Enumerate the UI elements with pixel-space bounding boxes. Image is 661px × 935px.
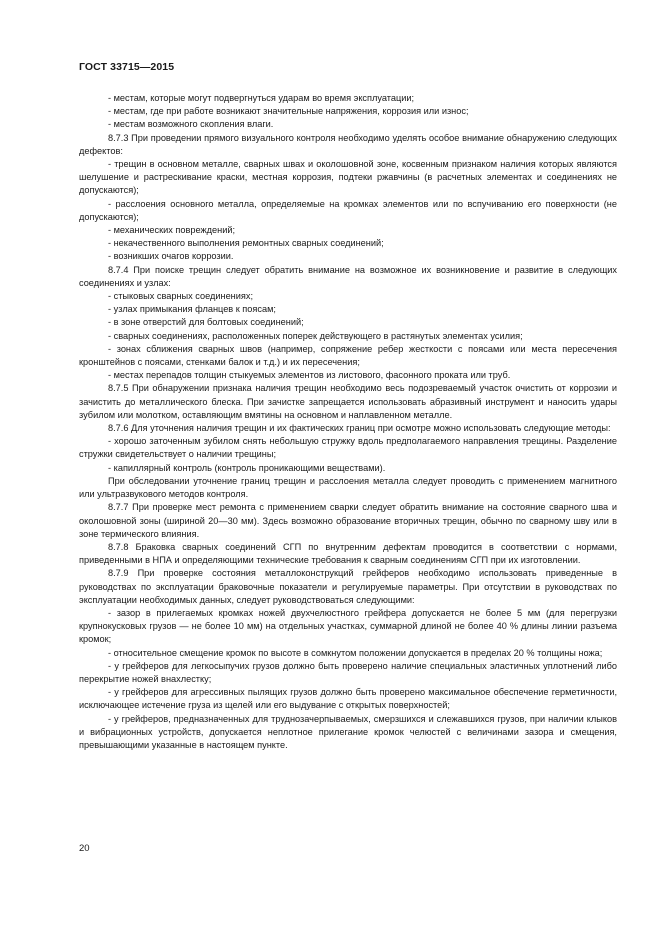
document-body	[79, 92, 617, 752]
body-paragraph: - местам, которые могут подвергнуться ударам во время эксплуатации;	[108, 93, 415, 103]
body-paragraph: - хорошо заточенным зубилом снять небольшую стружку вдоль предполагаемого направления трещины. Разделение стружки свидетельствует о наличии трещины;	[79, 436, 617, 460]
body-paragraph: 8.7.7 При проверке мест ремонта с применением сварки следует обратить внимание на состояние сварного шва и околошовной зоны (шириной 20—30 мм). Здесь возможно образование вторичных трещин, обычно по сварному шву или в зоне термического влияния.	[79, 502, 617, 539]
body-paragraph: - некачественного выполнения ремонтных сварных соединений;	[108, 238, 384, 249]
body-paragraph: - местах перепадов толщин стыкуемых элементов из листового, фасонного проката или труб.	[108, 370, 511, 381]
body-paragraph: 8.7.8 Браковка сварных соединений СГП по внутренним дефектам проводится в соответствии с нормами, приведенными в НПА и определяющими технические требования к сварным соединениям СГП при их изготовлении.	[79, 541, 617, 566]
body-paragraph: 8.7.6 Для уточнения наличия трещин и их фактических границ при осмотре можно использовать следующие методы:	[108, 423, 611, 434]
page-number: 20	[79, 843, 90, 854]
body-paragraph: - сварных соединениях, расположенных поперек действующего в растянутых элементах усилия;	[108, 330, 523, 341]
body-paragraph: 8.7.3 При проведении прямого визуального контроля необходимо уделять особое внимание обнаружению следующих дефектов:	[79, 132, 617, 156]
body-paragraph: - расслоения основного металла, определяемые на кромках элементов или по вспучиванию его поверхности (не допускаются);	[79, 198, 617, 222]
body-paragraph: - возникших очагов коррозии.	[108, 251, 234, 262]
body-paragraph: - у грейферов для агрессивных пылящих грузов должно быть проверено максимальное обеспечение герметичности, исключающее истечение груза из щелей или его выдувание с открытых поверхностей;	[79, 687, 617, 711]
body-paragraph: - механических повреждений;	[108, 225, 236, 236]
body-paragraph: - в зоне отверстий для болтовых соединений;	[108, 317, 304, 328]
body-paragraph: - трещин в основном металле, сварных швах и околошовной зоне, косвенным признаком наличия которых являются шелушение и растрескивание краски, местная коррозия, подтеки ржавчины (в расчетных элементах и соединениях не допускаются);	[79, 159, 617, 196]
body-paragraph: 8.7.9 При проверке состояния металлоконструкций грейферов необходимо использовать приведенные в руководствах по эксплуатации браковочные показатели и регулируемые параметры. При отсутствии в руководствах по эксплуатации необходимых данных, следует руководствоваться следующими:	[79, 568, 617, 605]
body-paragraph: - узлах примыкания фланцев к поясам;	[108, 304, 276, 315]
body-paragraph: - зазор в прилегаемых кромках ножей двухчелюстного грейфера допускается не более 5 мм (для перегрузки крупнокусковых грузов — не более 10 мм) на отдельных участках, суммарной длиной не более 40 % длины линии разъема кромок;	[79, 607, 617, 645]
body-paragraph: - местам возможного скопления влаги.	[108, 119, 274, 130]
body-paragraph: 8.7.4 При поиске трещин следует обратить внимание на возможное их возникновение и развитие в следующих соединениях и узлах:	[79, 264, 617, 288]
body-paragraph: - относительное смещение кромок по высоте в сомкнутом положении допускается в пределах 20 % толщины ножа;	[108, 647, 603, 658]
body-paragraph: - стыковых сварных соединениях;	[108, 291, 254, 302]
body-paragraph: - местам, где при работе возникают значительные напряжения, коррозия или износ;	[108, 106, 469, 117]
body-paragraph: - зонах сближения сварных швов (например, сопряжение ребер жесткости с поясами или места пересечения кронштейнов с поясами, стенками балок и т.д.) и их пересечения;	[79, 343, 617, 368]
body-paragraph: - у грейферов, предназначенных для труднозачерпываемых, смерзшихся и слежавшихся грузов, при наличии клыков и вибрационных устройств, допускается неплотное прилегание кромок челюстей с величинами зазора и смещения, превышающими указанные в настоящем пункте.	[79, 713, 617, 750]
body-paragraph: - капиллярный контроль (контроль проникающими веществами).	[108, 462, 386, 473]
document-header: ГОСТ 33715—2015	[79, 61, 175, 73]
body-paragraph: 8.7.5 При обнаружении признака наличия трещин необходимо весь подозреваемый участок очистить от коррозии и зачистить до металлического блеска. При зачистке запрещается использовать абразивный инструмент и наносить удары зубилом или молотком, оставляющим вмятины на основном и наплавленном металле.	[79, 383, 617, 420]
body-paragraph: При обследовании уточнение границ трещин и расслоения металла следует проводить с применением магнитного или ультразвукового методов контроля.	[79, 475, 617, 500]
body-paragraph: - у грейферов для легкосыпучих грузов должно быть проверено наличие специальных эластичных уплотнений либо перекрытие ножей внахлестку;	[79, 660, 617, 684]
